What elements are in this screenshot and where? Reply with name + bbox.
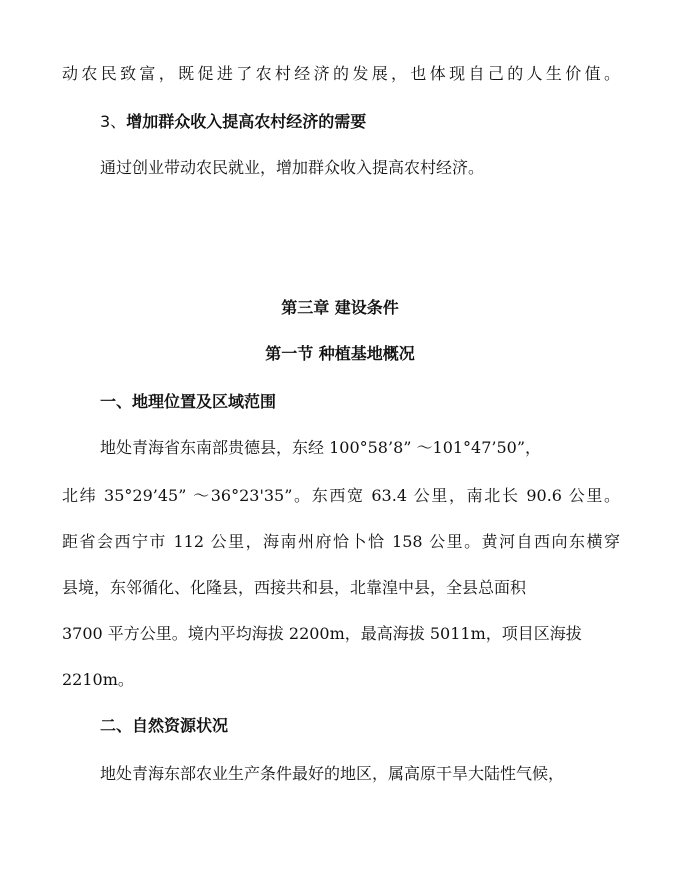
location-line-1: 地处青海省东南部贵德县，东经 100°58’8” ～101°47’50”， [100,438,542,457]
location-line-5: 3700 平方公里。境内平均海拔 2200m，最高海拔 5011m，项目区海拔 [62,624,582,643]
location-line-2: 北纬 35°29’45” ～36°23'35”。东西宽 63.4 公里，南北长 90.6 公里。 [62,486,620,505]
point-3-body: 通过创业带动农民就业，增加群众收入提高农村经济。 [100,158,485,177]
section-title: 第一节 种植基地概况 [265,344,415,363]
paragraph-intro-tail: 动农民致富，既促进了农村经济的发展，也体现自己的人生价值。 [62,64,620,83]
point-3-number: 3、 [100,112,127,131]
location-line-6: 2210m。 [62,670,134,689]
location-line-3: 距省会西宁市 112 公里，海南州府恰卜恰 158 公里。黄河自西向东横穿 [62,532,620,551]
subsection-heading-location: 一、地理位置及区域范围 [100,392,277,411]
point-3-title: 增加群众收入提高农村经济的需要 [126,112,367,131]
chapter-title: 第三章 建设条件 [281,298,399,317]
location-line-4: 县境，东邻循化、化隆县，西接共和县，北靠湟中县，全县总面积 [62,578,527,597]
subsection-heading-resources: 二、自然资源状况 [100,716,229,735]
point-3-heading [100,110,620,134]
resources-line-1: 地处青海东部农业生产条件最好的地区，属高原干旱大陆性气候， [100,764,565,783]
